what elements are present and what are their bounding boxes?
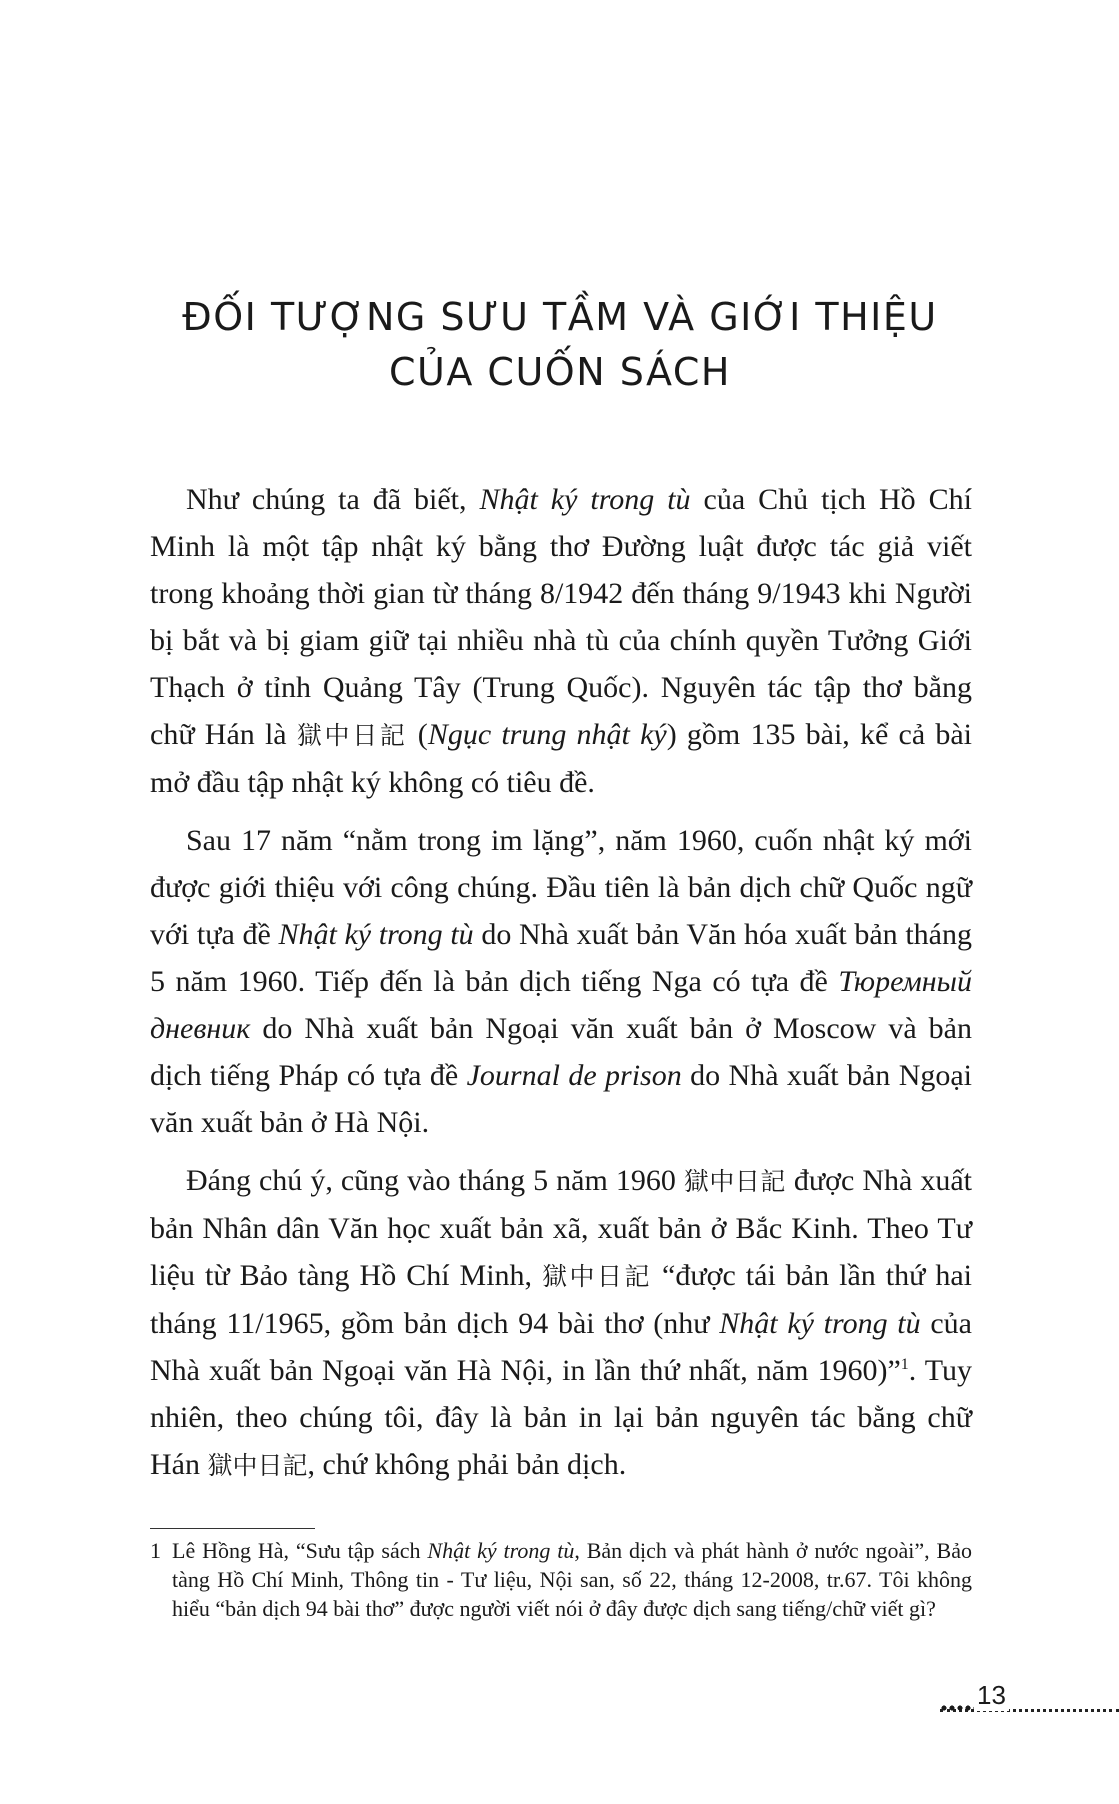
- text-run: Như chúng ta đã biết,: [186, 483, 480, 516]
- text-run: (: [407, 718, 428, 751]
- paragraph-1: [150, 476, 972, 806]
- text-run: do Nhà xuất bản Văn hóa xuất bản tháng 5 năm 1960. Tiếp đến là bản dịch tiếng Nga có tựa đề: [150, 918, 972, 998]
- book-title-italic: Nhật ký trong tù: [479, 483, 691, 516]
- text-run: . Tuy nhiên, theo chúng tôi, đây là bản in lại bản nguyên tác bằng chữ Hán: [150, 1354, 972, 1481]
- text-run: , chứ không phải bản dịch.: [307, 1448, 627, 1481]
- book-title-italic: Nhật ký trong tù: [278, 918, 474, 951]
- text-run: do Nhà xuất bản Ngoại văn xuất bản ở Hà Nội.: [150, 1059, 973, 1139]
- chapter-title-line-2: CỦA CUỐN SÁCH: [389, 350, 731, 394]
- russian-title-italic: Тюремный дневник: [150, 965, 972, 1045]
- page-folio: [940, 1680, 1119, 1720]
- body-text: [150, 476, 972, 1500]
- text-run: , Bản dịch và phát hành ở nước ngoài”, Bảo tàng Hồ Chí Minh, Thông tin - Tư liệu, Nội san, số 22, tháng 12-2008, tr.67. Tôi không hiểu “bản dịch 94 bài thơ” được người viết nói ở đây được dịch sang tiếng/chữ viết gì?: [172, 1538, 972, 1621]
- chapter-title-line-1: ĐỐI TƯỢNG SƯU TẦM VÀ GIỚI THIỆU: [182, 295, 938, 339]
- footnote-1: [150, 1536, 972, 1623]
- text-run: của Nhà xuất bản Ngoại văn Hà Nội, in lần thứ nhất, năm 1960)”: [150, 1307, 972, 1387]
- paragraph-2: [150, 817, 972, 1146]
- text-run: Sau 17 năm “nằm trong im lặng”, năm 1960, cuốn nhật ký mới được giới thiệu với công chúng. Đầu tiên là bản dịch chữ Quốc ngữ với tựa đề: [150, 824, 972, 951]
- text-run: Đáng chú ý, cũng vào tháng 5 năm 1960: [186, 1164, 684, 1197]
- text-run: Lê Hồng Hà, “Sưu tập sách: [172, 1538, 428, 1563]
- dot-leader-bold: [940, 1705, 974, 1711]
- book-title-italic: Nhật ký trong tù: [427, 1538, 575, 1563]
- footnote-number: 1: [150, 1538, 161, 1563]
- chinese-title: 獄中日記: [683, 1167, 786, 1196]
- paragraph-3: [150, 1157, 972, 1489]
- page-number: 13: [974, 1680, 1009, 1711]
- text-run: được Nhà xuất bản Nhân dân Văn học xuất bản xã, xuất bản ở Bắc Kinh. Theo Tư liệu từ Bảo tàng Hồ Chí Minh,: [150, 1164, 972, 1292]
- book-title-italic: Ngục trung nhật ký: [427, 718, 667, 751]
- chapter-title: [150, 290, 970, 400]
- chinese-title: 獄中日記: [296, 721, 408, 750]
- text-run: ) gồm 135 bài, kể cả bài mở đầu tập nhật ký không có tiêu đề.: [150, 718, 972, 799]
- book-title-italic: Nhật ký trong tù: [719, 1307, 921, 1340]
- text-run: của Chủ tịch Hồ Chí Minh là một tập nhật ký bằng thơ Đường luật được tác giả viết trong khoảng thời gian từ tháng 8/1942 đến tháng 9/1943 khi Người bị bắt và bị giam giữ tại nhiều nhà tù của chính quyền Tưởng Giới Thạch ở tỉnh Quảng Tây (Trung Quốc). Nguyên tác tập thơ bằng chữ Hán là: [150, 483, 972, 751]
- french-title-italic: Journal de prison: [466, 1059, 682, 1092]
- chinese-title: 獄中日記: [207, 1451, 308, 1480]
- text-run: do Nhà xuất bản Ngoại văn xuất bản ở Moscow và bản dịch tiếng Pháp có tựa đề: [150, 1012, 972, 1092]
- chinese-title: 獄中日記: [542, 1262, 653, 1291]
- footnote-separator: [150, 1528, 315, 1529]
- text-run: “được tái bản lần thứ hai tháng 11/1965, gồm bản dịch 94 bài thơ (như: [150, 1259, 972, 1340]
- footnote-reference[interactable]: 1: [900, 1356, 909, 1373]
